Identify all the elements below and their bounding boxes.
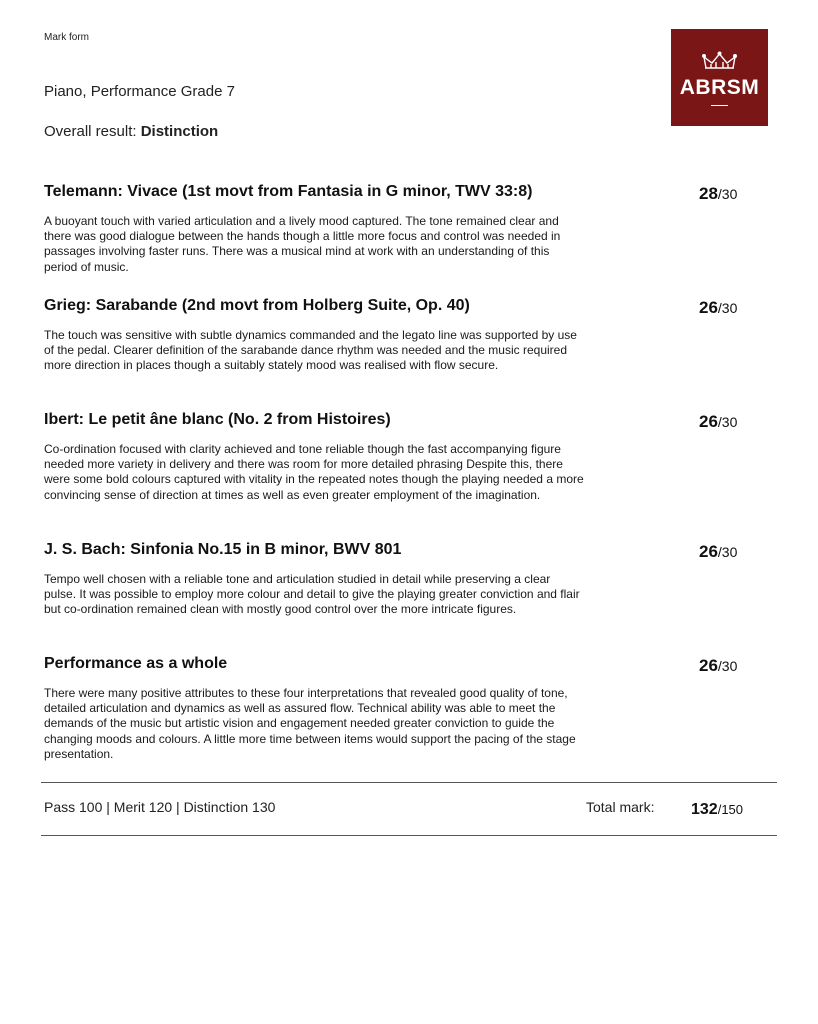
- overall-result: [44, 123, 218, 140]
- piece-mark-value: 28: [699, 184, 718, 203]
- total-mark-label: Total mark:: [586, 799, 655, 815]
- piece-title: Telemann: Vivace (1st movt from Fantasia in G minor, TWV 33:8): [44, 183, 533, 200]
- piece-mark-max: /30: [717, 300, 738, 316]
- overall-result-label: Overall result:: [44, 123, 137, 140]
- piece-title: J. S. Bach: Sinfonia No.15 in B minor, BWV 801: [44, 541, 402, 558]
- piece-mark-value: 26: [699, 412, 718, 431]
- total-mark-max: /150: [717, 802, 744, 817]
- piece-mark-value: 26: [699, 298, 718, 317]
- total-mark: [691, 801, 743, 819]
- logo-underline: [711, 105, 728, 106]
- logo-wordmark: ABRSM: [679, 76, 760, 99]
- piece-comment: A buoyant touch with varied articulation and a lively mood captured. The tone remained clear and there was good dialogue between the hands though a little more focus and control was needed in passages involving faster runs. There was a musical mind at work with an understanding of this period of music.: [44, 214, 561, 274]
- performance-title: Performance as a whole: [44, 655, 228, 672]
- form-title: Mark form: [44, 32, 89, 43]
- divider-top: [41, 782, 777, 783]
- piece-mark-value: 26: [699, 542, 718, 561]
- abrsm-logo: [671, 29, 768, 126]
- piece-section: [44, 182, 584, 275]
- piece-mark-max: /30: [717, 544, 738, 560]
- piece-comment: Co-ordination focused with clarity achieved and tone reliable though the fast accompanying figure needed more variety in delivery and there was room for more detailed phrasing Despite this, there were some bold colours captured with vitality in the repeated notes though the playing needed a more convincing sense of direction at times as well as even greater employment of the imagination.: [44, 442, 584, 502]
- total-mark-value: 132: [691, 801, 718, 818]
- piece-comment: The touch was sensitive with subtle dynamics commanded and the legato line was supported by use of the pedal. Clearer definition of the sarabande dance rhythm was needed and the music required more direction in places though a suitably stately mood was realised with flow secure.: [44, 328, 577, 373]
- piece-section: [44, 410, 584, 503]
- performance-mark-value: 26: [699, 656, 718, 675]
- piece-section: [44, 540, 584, 618]
- divider-bottom: [41, 835, 777, 836]
- piece-mark-max: /30: [717, 186, 738, 202]
- piece-mark: [699, 542, 737, 562]
- piece-mark: [699, 298, 737, 318]
- piece-mark: [699, 184, 737, 204]
- performance-mark: [699, 656, 737, 676]
- piece-comment: Tempo well chosen with a reliable tone and articulation studied in detail while preserving a clear pulse. It was possible to employ more colour and detail to give the playing greater conviction and flair but co-ordination remained clean with mostly good control over the more intricate figures.: [44, 572, 580, 617]
- piece-mark-max: /30: [717, 414, 738, 430]
- piece-section: [44, 296, 584, 374]
- piece-title: Grieg: Sarabande (2nd movt from Holberg Suite, Op. 40): [44, 297, 470, 314]
- grade-thresholds: Pass 100 | Merit 120 | Distinction 130: [44, 799, 276, 815]
- crown-icon: [702, 51, 737, 73]
- performance-mark-max: /30: [717, 658, 738, 674]
- exam-subject: Piano, Performance Grade 7: [44, 83, 235, 100]
- performance-section: [44, 654, 584, 762]
- piece-mark: [699, 412, 737, 432]
- piece-title: Ibert: Le petit âne blanc (No. 2 from Histoires): [44, 411, 391, 428]
- overall-result-value: Distinction: [140, 123, 219, 140]
- performance-comment: There were many positive attributes to these four interpretations that revealed good quality of tone, detailed articulation and dynamics as well as assured flow. Technical ability was able to meet the demands of the music but artistic vision and engagement needed greater conviction to guide the changing moods and colours. A little more time between items would support the pacing of the stage presentation.: [44, 686, 576, 761]
